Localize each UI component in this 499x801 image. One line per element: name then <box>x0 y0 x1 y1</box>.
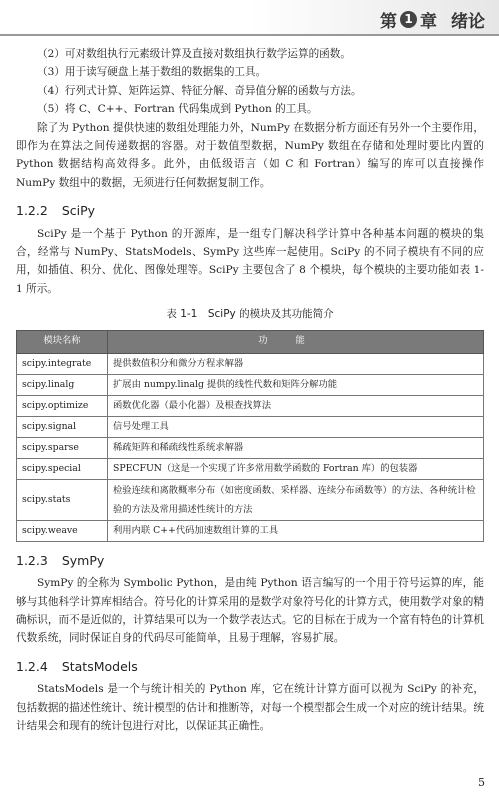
chapter-prefix: 第 <box>380 11 397 32</box>
list-item: （4）行列式计算、矩阵运算、特征分解、奇异值分解的函数与方法。 <box>37 84 362 97</box>
list-item: （2）可对数组执行元素级计算及直接对数组执行数学运算的函数。 <box>37 48 351 60</box>
module-name-cell: scipy.linalg <box>17 374 108 395</box>
table-row <box>17 437 484 458</box>
module-function-cell: 检验连续和离散概率分布（如密度函数、采样器、连续分布函数等）的方法、各种统计检验的方法及常用描述性统计的方法 <box>108 479 484 520</box>
paragraph-sympy: SymPy 的全称为 Symbolic Python，是由纯 Python 语言编写的一个用于符号运算的库，能够与其他科学计算库相结合。符号化的计算采用的是数学对象符号化的计算方式，使用数学对象的精确标识，而不是近似的，计算结果可以为一个数学表达式。它的目标在于成为一个富有特色的计算机代数系统，同时保证自身的代码尽可能简单，且易于理解，容易扩展。 <box>16 577 484 645</box>
table-row <box>17 353 484 374</box>
section-title: SciPy <box>61 203 96 219</box>
module-name-cell: scipy.stats <box>17 479 108 520</box>
section-title: SymPy <box>61 552 105 568</box>
table-row <box>17 416 484 437</box>
table-header-cell: 模块名称 <box>17 330 108 353</box>
module-name-cell: scipy.weave <box>17 520 108 541</box>
list-item: （5）将 C、C++、Fortran 代码集成到 Python 的工具。 <box>37 103 318 116</box>
module-function-cell: 扩展由 numpy.linalg 提供的线性代数和矩阵分解功能 <box>108 374 484 395</box>
section-number: 1.2.3 <box>16 552 48 568</box>
paragraph-scipy: SciPy 是一个基于 Python 的开源库，是一组专门解决科学计算中各种基本问题的模块的集合，经常与 NumPy、StatsModels、SymPy 这些库一起使用。SciPy 的不同子模块有不同的应用，如插值、积分、优化、图像处理等。SciPy 主要包含了 8 个模块，每个模块的主要功能如表 1-1 所示。 <box>16 227 484 295</box>
chapter-header <box>380 6 485 32</box>
table-caption: 表 1-1 SciPy 的模块及其功能简介 <box>166 308 334 321</box>
module-function-cell: SPECFUN（这是一个实现了许多常用数学函数的 Fortran 库）的包装器 <box>108 458 484 479</box>
page-content <box>16 45 484 735</box>
module-function-cell: 提供数值积分和微分方程求解器 <box>108 353 484 374</box>
table-row <box>17 520 484 541</box>
page-number: 5 <box>478 776 485 789</box>
chapter-suffix: 章 <box>420 11 437 32</box>
table-row <box>17 458 484 479</box>
module-function-cell: 利用内联 C++代码加速数组计算的工具 <box>108 520 484 541</box>
module-name-cell: scipy.sparse <box>17 437 108 458</box>
module-function-cell: 函数优化器（最小化器）及根查找算法 <box>108 395 484 416</box>
scipy-modules-table <box>16 330 484 542</box>
module-name-cell: scipy.special <box>17 458 108 479</box>
table-header-row <box>17 330 484 353</box>
section-heading-statsmodels <box>16 658 484 676</box>
module-name-cell: scipy.integrate <box>17 353 108 374</box>
module-name-cell: scipy.optimize <box>17 395 108 416</box>
module-name-cell: scipy.signal <box>17 416 108 437</box>
paragraph-statsmodels: StatsModels 是一个与统计相关的 Python 库，它在统计计算方面可以视为 SciPy 的补充，包括数据的描述性统计、统计模型的估计和推断等，对每一个模型都会生成一个对应的统计结果。统计结果会和现有的统计包进行对比，以保证其正确性。 <box>16 683 484 732</box>
section-heading-sympy <box>16 552 484 570</box>
table-row <box>17 395 484 416</box>
paragraph-numpy: 除了为 Python 提供快速的数组处理能力外，NumPy 在数据分析方面还有另外一个主要作用，即作为在算法之间传递数据的容器。对于数值型数据，NumPy 数组在存储和处理时要比内置的 Python 数据结构高效得多。此外，由低级语言（如 C 和 Fortran）编写的库可以直接操作 NumPy 数组中的数据，无须进行任何数据复制工作。 <box>16 121 484 189</box>
section-number: 1.2.2 <box>16 203 48 219</box>
section-number: 1.2.4 <box>16 658 48 674</box>
header-rule <box>0 34 499 36</box>
section-heading-scipy <box>16 202 484 220</box>
list-item: （3）用于读写硬盘上基于数组的数据集的工具。 <box>37 66 267 79</box>
table-row <box>17 374 484 395</box>
module-function-cell: 稀疏矩阵和稀疏线性系统求解器 <box>108 437 484 458</box>
module-function-cell: 信号处理工具 <box>108 416 484 437</box>
table-row <box>17 479 484 520</box>
chapter-title: 绪论 <box>451 11 485 32</box>
chapter-number-badge: 1 <box>400 11 417 28</box>
table-header-cell: 功能 <box>108 330 484 353</box>
section-title: StatsModels <box>61 658 138 674</box>
